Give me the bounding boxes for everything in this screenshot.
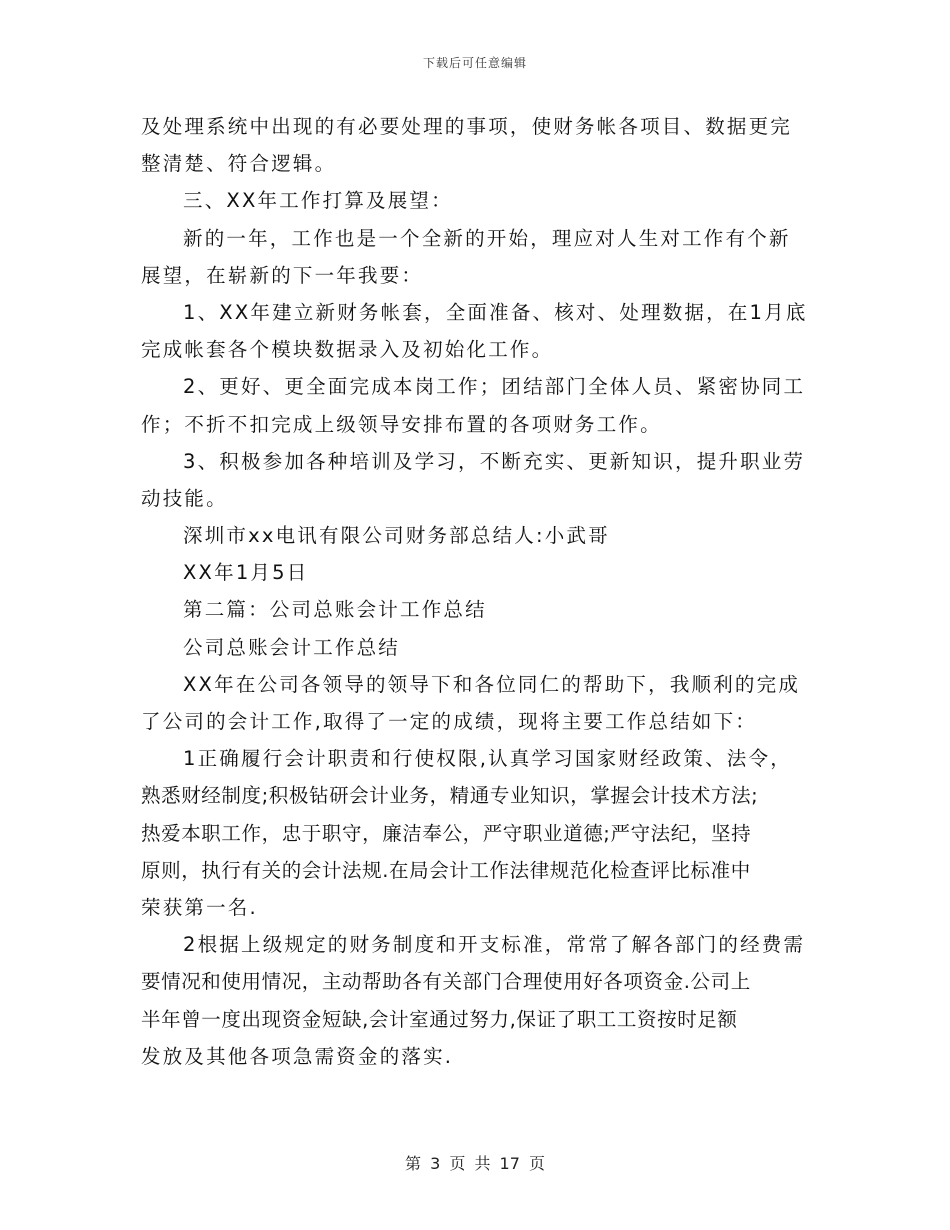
text-line: 完成帐套各个模块数据录入及初始化工作。: [141, 338, 554, 362]
page-footer: 第 3 页 共 17 页: [405, 1154, 545, 1173]
signature-line: 深圳市xx电讯有限公司财务部总结人:小武哥: [183, 524, 610, 548]
text-line: XX年在公司各领导的领导下和各位同仁的帮助下，我顺利的完成: [183, 672, 801, 696]
document-body: [141, 108, 808, 1075]
text-line: 发放及其他各项急需资金的落实.: [141, 1044, 454, 1068]
text-line: 原则，执行有关的会计法规.在局会计工作法律规范化检查评比标准中: [141, 858, 751, 882]
date-line: XX年1月5日: [183, 561, 309, 585]
text-line: 半年曾一度出现资金短缺,会计室通过努力,保证了职工工资按时足额: [141, 1007, 738, 1031]
text-line: 展望，在崭新的下一年我要：: [141, 263, 424, 287]
section-heading: 三、XX年工作打算及展望：: [183, 189, 453, 213]
text-line: 了公司的会计工作,取得了一定的成绩，现将主要工作总结如下：: [141, 710, 757, 733]
text-line: 要情况和使用情况，主动帮助各有关部门合理使用好各项资金.公司上: [141, 970, 751, 994]
text-line: 整清楚、符合逻辑。: [141, 152, 337, 176]
text-line: 2根据上级规定的财务制度和开支标准，常常了解各部门的经费需: [183, 933, 806, 957]
text-line: 新的一年，工作也是一个全新的开始，理应对人生对工作有个新: [183, 226, 791, 250]
text-line: 3、积极参加各种培训及学习，不断充实、更新知识，提升职业劳: [183, 449, 806, 473]
text-line: 熟悉财经制度;积极钻研会计业务，精通专业知识，掌握会计技术方法;: [141, 784, 759, 808]
text-line: 及处理系统中出现的有必要处理的事项，使财务帐各项目、数据更完: [141, 115, 793, 138]
text-line: 作；不折不扣完成上级领导安排布置的各项财务工作。: [141, 412, 662, 436]
text-line: 动技能。: [141, 486, 228, 510]
text-line: 1、XX年建立新财务帐套，全面准备、核对、处理数据，在1月底: [183, 300, 808, 324]
document-title: 公司总账会计工作总结: [183, 635, 401, 659]
text-line: 1正确履行会计职责和行使权限,认真学习国家财经政策、法令，: [183, 747, 792, 771]
text-line: 荣获第一名.: [141, 895, 258, 919]
text-line: 热爱本职工作，忠于职守，廉洁奉公，严守职业道德;严守法纪，坚持: [141, 821, 752, 845]
chapter-heading: 第二篇：公司总账会计工作总结: [183, 598, 487, 622]
text-line: 2、更好、更全面完成本岗工作；团结部门全体人员、紧密协同工: [183, 375, 806, 399]
page-header: 下载后可任意编辑: [422, 56, 527, 70]
